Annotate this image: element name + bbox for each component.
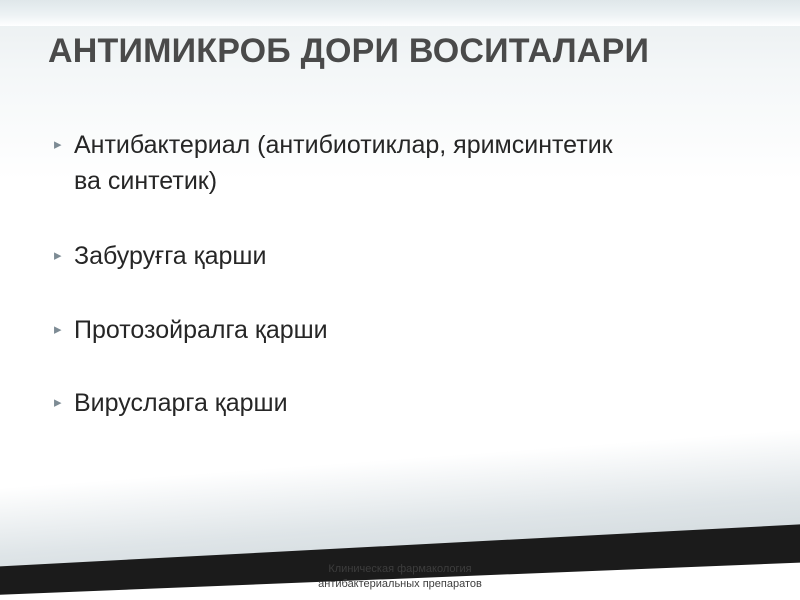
list-item [54,128,754,199]
footer-line-2: антибактериальных препаратов [318,578,482,591]
slide-footer [0,562,800,592]
bullet-list [54,128,754,460]
list-item-label: Забуруғга қарши [74,242,267,270]
bullet-marker-icon: ▸ [54,320,62,338]
page-title: АНТИМИКРОБ ДОРИ ВОСИТАЛАРИ [48,32,650,70]
list-item [54,313,754,349]
footer-line-1: Клиническая фармакология [328,563,472,576]
bullet-marker-icon: ▸ [54,136,62,153]
bullet-marker-icon: ▸ [54,394,62,411]
list-item [54,239,754,275]
list-item-label: Антибактериал (антибиотиклар, яримсинтетик ва синтетик) [74,131,613,195]
list-item-label: Протозойралга қарши [74,315,328,344]
top-gradient-band [0,0,800,26]
list-item [54,386,754,422]
bullet-marker-icon: ▸ [54,247,62,264]
list-item-label: Вирусларга қарши [74,389,288,417]
